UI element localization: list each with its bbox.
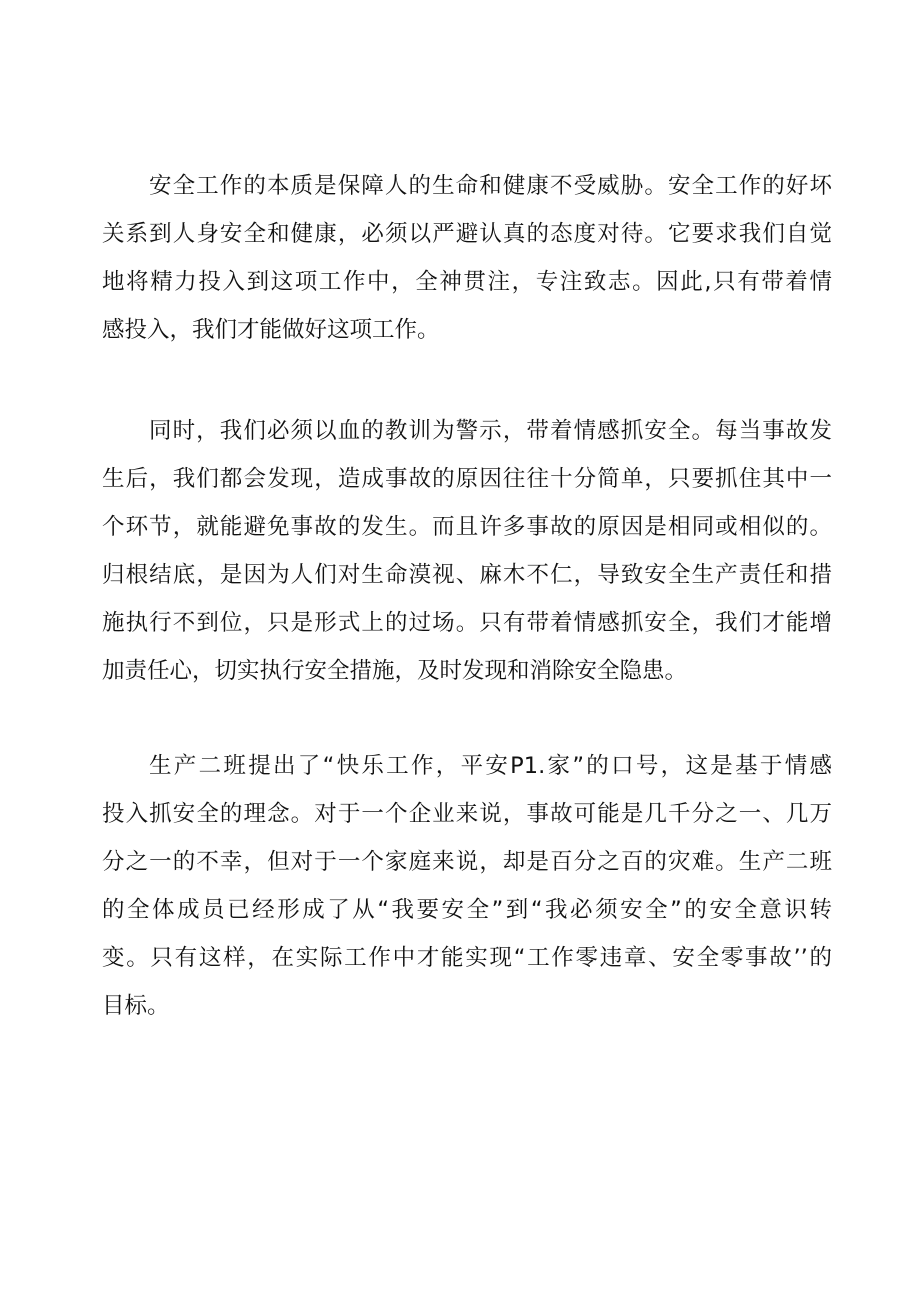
paragraph-safety-essence: [102, 162, 832, 354]
paragraph-line: 分之一的不幸，但对于一个家庭来说，却是百分之百的灾难。生产二班: [102, 849, 832, 875]
paragraph-line: 生后，我们都会发现，造成事故的原因往往十分简单，只要抓住其中一: [102, 466, 832, 492]
paragraph-line: 同时，我们必须以血的教训为警示，带着情感抓安全。每当事故发: [149, 418, 832, 444]
paragraph-line: 的全体成员已经形成了从“我要安全”到“我必须安全”的安全意识转: [102, 897, 832, 923]
paragraph-team-slogan: [102, 742, 832, 1030]
paragraph-line: 投入抓安全的理念。对于一个企业来说，事故可能是几千分之一、几万: [102, 801, 832, 827]
paragraph-line: 施执行不到位，只是形式上的过场。只有带着情感抓安全，我们才能增: [102, 610, 832, 636]
paragraph-line: 地将精力投入到这项工作中，全神贯注，专注致志。因此,只有带着情: [102, 269, 832, 295]
paragraph-blood-lessons: [102, 407, 832, 695]
paragraph-line: 归根结底，是因为人们对生命漠视、麻木不仁，导致安全生产责任和措: [102, 562, 832, 588]
paragraph-line: 加责任心，切实执行安全措施，及时发现和消除安全隐患。: [102, 658, 688, 684]
paragraph-line: 目标。: [102, 993, 170, 1019]
paragraph-line: 变。只有这样，在实际工作中才能实现“工作零违章、安全零事故’’的: [102, 945, 832, 971]
paragraph-line: 安全工作的本质是保障人的生命和健康不受威胁。安全工作的好坏: [149, 173, 832, 199]
paragraph-line: 生产二班提出了“快乐工作，平安P1.家”的口号，这是基于情感: [149, 753, 832, 779]
paragraph-line: 感投入，我们才能做好这项工作。: [102, 317, 440, 343]
paragraph-line: 个环节，就能避免事故的发生。而且许多事故的原因是相同或相似的。: [102, 514, 832, 540]
paragraph-line: 关系到人身安全和健康，必须以严避认真的态度对待。它要求我们自觉: [102, 221, 832, 247]
